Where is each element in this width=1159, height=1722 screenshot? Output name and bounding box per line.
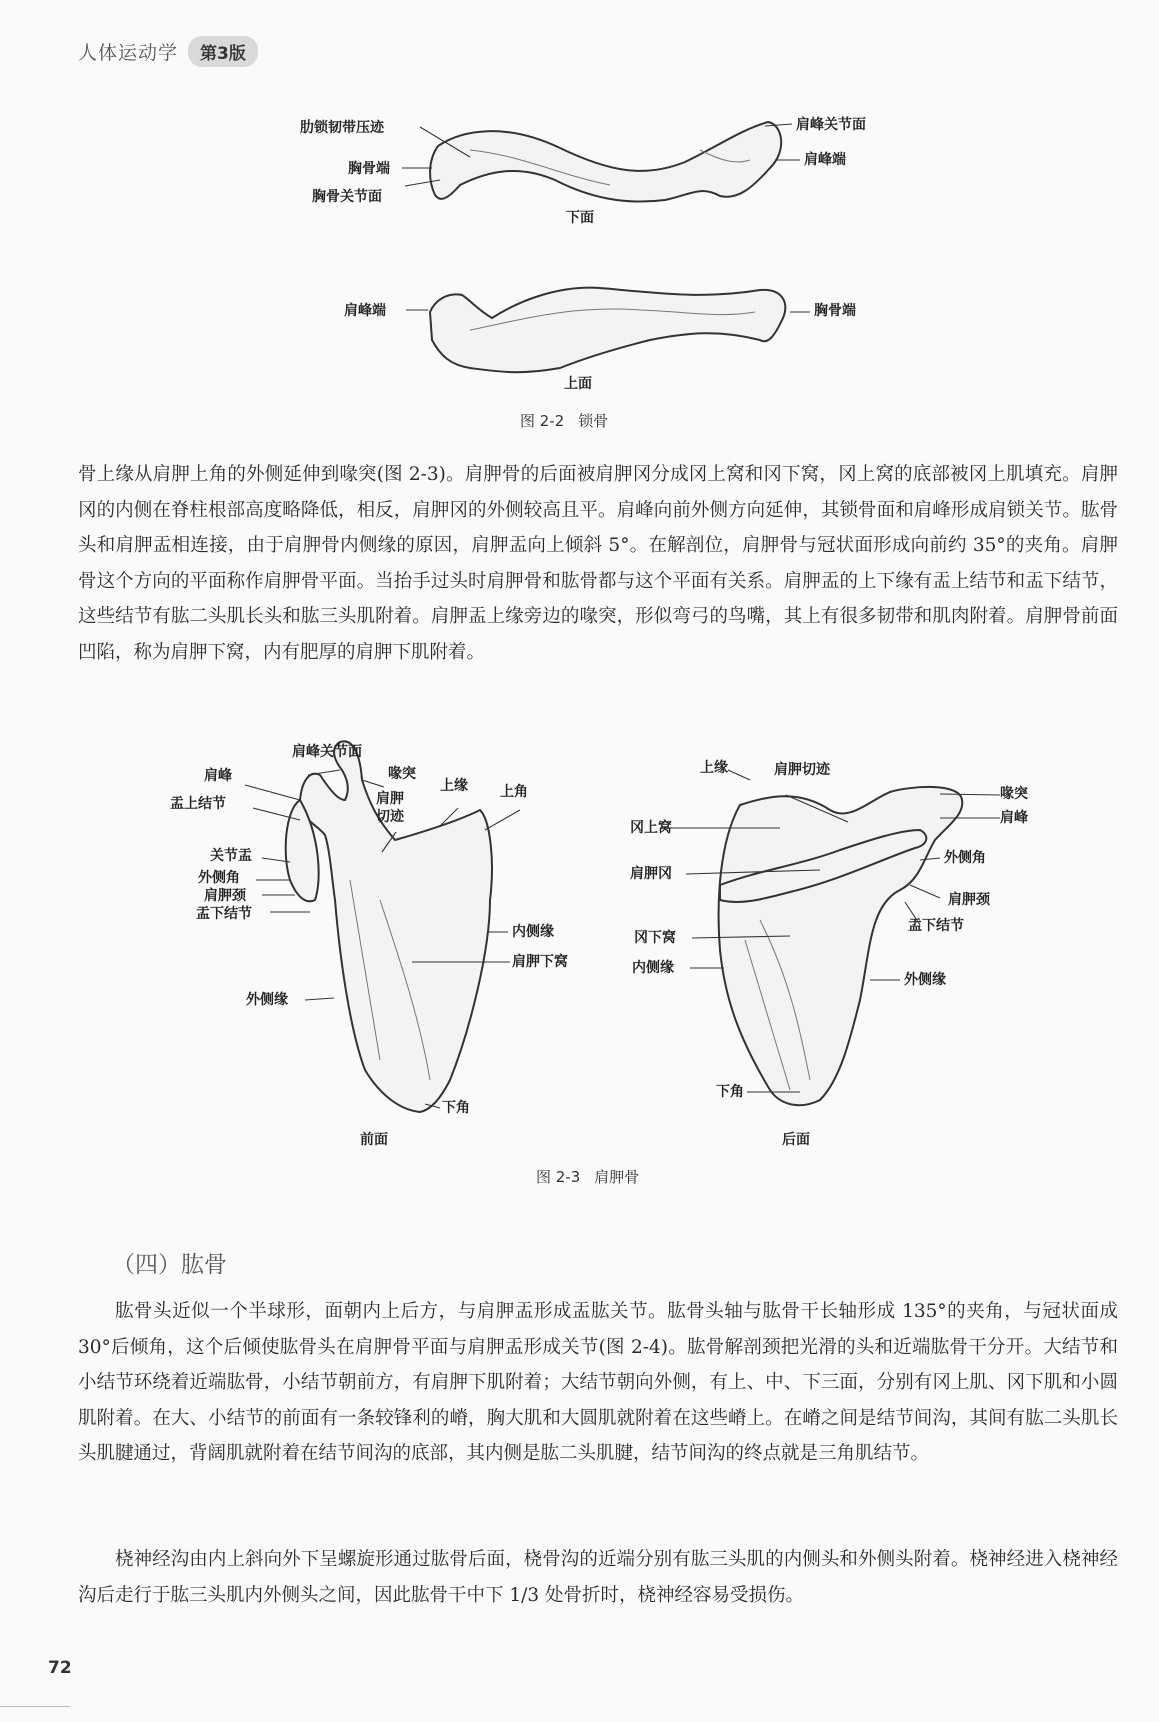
label-infraglenoid-tubercle: 盂下结节: [908, 918, 964, 934]
figure-number: 图 2-2: [520, 412, 565, 430]
label-supraglenoid-tubercle: 盂上结节: [170, 796, 226, 812]
label-scapular-notch: 肩胛切迹: [376, 791, 404, 825]
label-sternal-end: 胸骨端: [348, 161, 390, 177]
label-coracoid: 喙突: [1000, 786, 1028, 802]
figure-number: 图 2-3: [536, 1168, 581, 1186]
book-title: 人体运动学: [78, 42, 179, 64]
body-paragraph: 骨上缘从肩胛上角的外侧延伸到喙突(图 2-3)。肩胛骨的后面被肩胛冈分成冈上窝和冈下窝，冈上窝的底部被冈上肌填充。肩胛冈的内侧在脊柱根部高度略降低，相反，肩胛冈的外侧较高且平。肩峰向前外侧方向延伸，其锁骨面和肩峰形成肩锁关节。肱骨头和肩胛盂相连接，由于肩胛骨内侧缘的原因，肩胛盂向上倾斜 5°。在解剖位，肩胛骨与冠状面形成向前约 35°的夹角。肩胛骨这个方向的平面称作肩胛骨平面。当抬手过头时肩胛骨和肱骨都与这个平面有关系。肩胛盂的上下缘有盂上结节和盂下结节，这些结节有肱二头肌长头和肱三头肌附着。肩胛盂上缘旁边的喙突，形似弯弓的鸟嘴，其上有很多韧带和肌肉附着。肩胛骨前面凹陷，称为肩胛下窝，内有肥厚的肩胛下肌附着。: [78, 464, 1118, 663]
label-glenoid-cavity: 关节盂: [210, 848, 252, 864]
figure-caption-2-2: [520, 410, 608, 431]
label-sternal-facet: 胸骨关节面: [312, 189, 382, 205]
label-infraglenoid-tubercle: 盂下结节: [196, 906, 252, 922]
label-lateral-angle: 外侧角: [944, 850, 986, 866]
clavicle-superior-drawing: [406, 288, 810, 373]
label-inferior-angle: 下角: [442, 1100, 470, 1116]
label-acromial-end-2: 肩峰端: [344, 303, 386, 319]
label-superior-angle: 上角: [500, 784, 528, 800]
label-acromion: 肩峰: [204, 768, 232, 784]
section-heading: （四）肱骨: [112, 1252, 227, 1278]
label-coracoid: 喙突: [388, 766, 416, 782]
label-scapular-neck: 肩胛颈: [948, 892, 990, 908]
figure-title: 肩胛骨: [594, 1168, 640, 1186]
label-lateral-border: 外侧缘: [246, 992, 288, 1008]
label-inferior-angle: 下角: [716, 1084, 744, 1100]
page-number: 72: [48, 1658, 72, 1678]
label-superior-view: 上面: [564, 376, 592, 392]
footer-rule: [0, 1706, 70, 1707]
body-paragraph: 桡神经沟由内上斜向外下呈螺旋形通过肱骨后面，桡骨沟的近端分别有肱三头肌的内侧头和外侧头附着。桡神经进入桡神经沟后走行于肱三头肌内外侧头之间，因此肱骨干中下 1/3 处骨折时，桡神经容易受损伤。: [78, 1549, 1118, 1606]
label-supraspinous-fossa: 冈上窝: [630, 820, 672, 836]
label-lateral-border: 外侧缘: [904, 972, 946, 988]
label-scapular-notch: 肩胛切迹: [774, 762, 830, 778]
label-superior-border: 上缘: [700, 760, 728, 776]
label-inferior-view: 下面: [566, 210, 594, 226]
clavicle-inferior-drawing: [402, 122, 800, 202]
label-medial-border: 内侧缘: [632, 960, 674, 976]
label-scapular-spine: 肩胛冈: [630, 866, 672, 882]
edition-badge: 第3版: [188, 36, 258, 67]
label-sternal-end-2: 胸骨端: [814, 303, 856, 319]
label-lateral-angle: 外侧角: [198, 870, 240, 886]
label-acromion: 肩峰: [1000, 810, 1028, 826]
label-superior-border: 上缘: [440, 778, 468, 794]
label-acromial-facet: 肩峰关节面: [292, 744, 362, 760]
label-scapular-neck: 肩胛颈: [204, 888, 246, 904]
label-acromial-facet: 肩峰关节面: [796, 117, 866, 133]
label-anterior-view: 前面: [360, 1132, 388, 1148]
figure-caption-2-3: [536, 1166, 639, 1187]
body-paragraph: 肱骨头近似一个半球形，面朝内上后方，与肩胛盂形成盂肱关节。肱骨头轴与肱骨干长轴形成 135°的夹角，与冠状面成 30°后倾角，这个后倾使肱骨头在肩胛骨平面与肩胛盂形成关节(图 2-4)。肱骨解剖颈把光滑的头和近端肱骨干分开。大结节和小结节环绕着近端肱骨，小结节朝前方，有肩胛下肌附着；大结节朝向外侧，有上、中、下三面，分别有冈上肌、冈下肌和小圆肌附着。在大、小结节的前面有一条较锋利的嵴，胸大肌和大圆肌就附着在这些嵴上。在嵴之间是结节间沟，其间有肱二头肌长头肌腱通过，背阔肌就附着在结节间沟的底部，其内侧是肱二头肌腱，结节间沟的终点就是三角肌结节。: [78, 1301, 1118, 1464]
label-acromial-end: 肩峰端: [804, 152, 846, 168]
label-medial-border: 内侧缘: [512, 924, 554, 940]
figure-title: 锁骨: [578, 412, 609, 430]
label-costoclavicular-impression: 肋锁韧带压迹: [300, 120, 384, 136]
label-infraspinous-fossa: 冈下窝: [634, 930, 676, 946]
label-subscapular-fossa: 肩胛下窝: [512, 954, 568, 970]
label-posterior-view: 后面: [782, 1132, 810, 1148]
scapula-posterior-drawing: [660, 770, 1000, 1105]
